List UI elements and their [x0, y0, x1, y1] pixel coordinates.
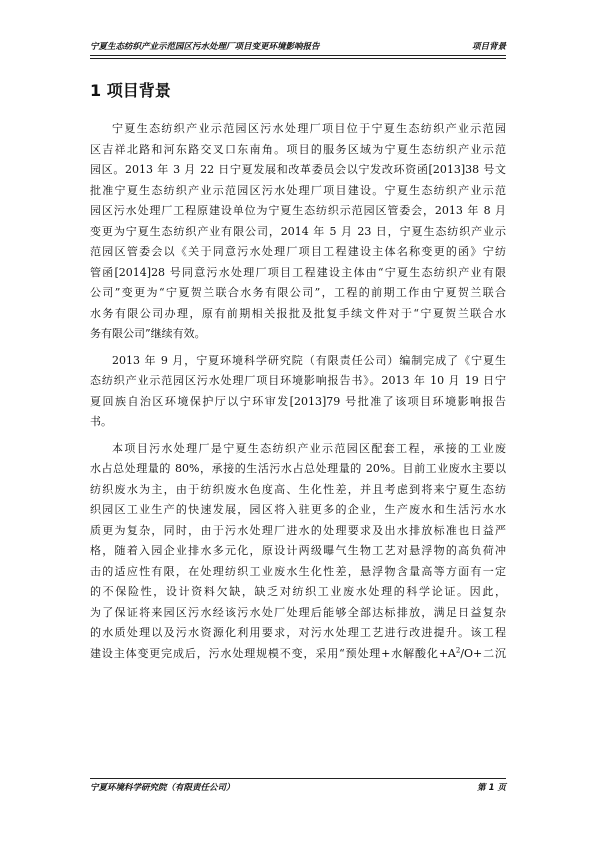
superscript: 2: [455, 645, 461, 654]
paragraph-line: 水务有限公司办理，原有前期相关报批及批复手续文件对于“宁夏贺兰联合水: [90, 306, 506, 320]
paragraph-line: 宁夏生态纺织产业示范园区污水处理厂项目位于宁夏生态纺织产业示范园: [112, 122, 506, 135]
paragraph-line: 批准宁夏生态纺织产业示范园区污水处理厂项目建设。宁夏生态纺织产业示范: [90, 183, 506, 197]
paragraph-line: 园区污水处理厂工程原建设单位为宁夏生态纺织示范园区管委会，2013 年 8 月: [90, 204, 506, 217]
section-heading: 1 项目背景: [90, 81, 171, 100]
line-text-before-superscript: 建设主体变更完成后，污水处理规模不变，采用“预处理+水解酸化+A: [90, 646, 456, 660]
page-number: 第 1 页: [477, 783, 506, 793]
paragraph-line: 区吉祥北路和河东路交叉口东南角。项目的服务区域为宁夏生态纺织产业示范: [90, 142, 506, 156]
page-header: [90, 40, 506, 54]
header-divider-thin: [90, 58, 506, 59]
line-text-after-superscript: /O+二沉: [460, 646, 506, 660]
header-section-name: 项目背景: [471, 42, 506, 52]
paragraph-line: 范园区管委会以《关于同意污水处理厂项目工程建设主体名称变更的函》宁纺: [90, 245, 506, 258]
footer-organization: 宁夏环境科学研究院（有限责任公司）: [90, 783, 235, 793]
document-body: [90, 119, 506, 664]
page-footer: [90, 781, 506, 795]
paragraph-line: 为了保证将来园区污水经该污水处厂处理后能够全部达标排放，满足日益复杂: [90, 605, 506, 619]
paragraph-line: 园区。2013 年 3 月 22 日宁夏发展和改革委员会以宁发改环资函[2013]38 号文: [90, 163, 506, 176]
footer-divider: [90, 778, 506, 779]
header-report-title: 宁夏生态纺织产业示范园区污水处理厂项目变更环境影响报告: [90, 42, 320, 52]
paragraph-line: 书。: [90, 415, 112, 428]
paragraph-project-location: [90, 119, 506, 345]
paragraph-line: 质更为复杂，同时，由于污水处理厂进水的处理要求及出水排放标准也日益严: [90, 523, 506, 537]
paragraph-line: 管函[2014]28 号同意污水处理厂项目工程建设主体由“宁夏生态纺织产业有限: [90, 265, 506, 279]
paragraph-line: 的不保险性，设计资料欠缺，缺乏对纺织工业废水处理的科学论证。因此，: [90, 585, 506, 598]
paragraph-line: 格，随着入园企业排水多元化，原设计两级曝气生物工艺对悬浮物的高负荷冲: [90, 544, 506, 557]
paragraph-line: 水占总处理量的 80%，承接的生活污水占总处理量的 20%。目前工业废水主要以: [90, 462, 506, 475]
paragraph-process-upgrade: [90, 439, 506, 665]
paragraph-line: 织园区工业生产的快速发展，园区将入驻更多的企业，生产废水和生活污水水: [90, 503, 506, 516]
header-divider: [90, 55, 506, 56]
paragraph-line-last: [90, 644, 506, 665]
paragraph-line: 务有限公司”继续有效。: [90, 327, 206, 340]
paragraph-line: 公司”变更为“宁夏贺兰联合水务有限公司”，工程的前期工作由宁夏贺兰联合: [90, 286, 506, 299]
paragraph-line: 变更为宁夏生态纺织产业有限公司，2014 年 5 月 23 日，宁夏生态纺织产业示: [90, 224, 506, 238]
paragraph-line: 态纺织产业示范园区污水处理厂项目环境影响报告书》。2013 年 10 月 19 日宁: [90, 374, 506, 387]
paragraph-line: 纺织废水为主，由于纺织废水色度高、生化性差，并且考虑到将来宁夏生态纺: [90, 482, 506, 496]
paragraph-line: 击的适应性有限，在处理纺织工业废水生化性差，悬浮物含量高等方面有一定: [90, 564, 506, 578]
paragraph-line: 2013 年 9 月，宁夏环境科学研究院（有限责任公司）编制完成了《宁夏生: [112, 353, 506, 367]
paragraph-eia-report: [90, 351, 506, 433]
paragraph-line: 本项目污水处理厂是宁夏生态纺织产业示范园区配套工程，承接的工业废: [112, 441, 506, 455]
paragraph-line: 的水质处理以及污水资源化利用要求，对污水处理工艺进行改进提升。该工程: [90, 626, 506, 639]
paragraph-line: 夏回族自治区环境保护厅以宁环审发[2013]79 号批准了该项目环境影响报告: [90, 394, 506, 408]
